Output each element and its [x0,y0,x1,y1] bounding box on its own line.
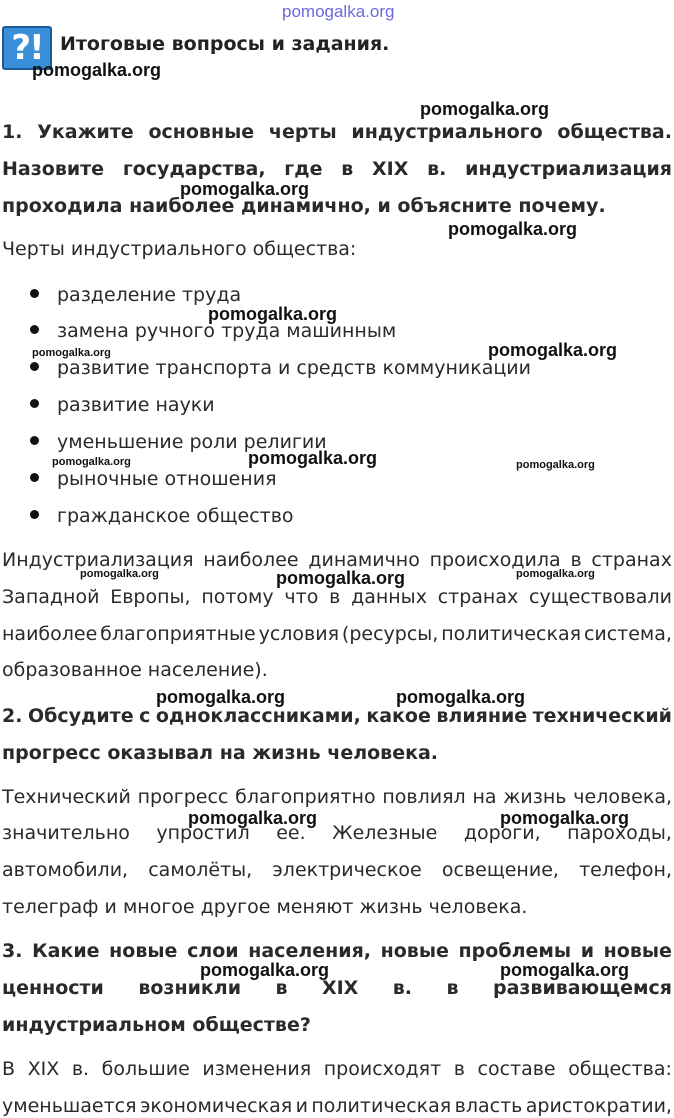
word: прогресс оказывал на жизнь человека. [2,742,439,764]
word: XIX [321,977,359,999]
word: существовали [529,586,672,608]
word: освещение, [441,859,559,881]
word: система, [583,623,672,645]
word: в [570,549,582,571]
word: проблемы [458,940,572,962]
watermark: pomogalka.org [488,340,618,360]
question-3-line-3 [2,1014,672,1036]
answer-1-para-line-1 [2,549,672,571]
word: индустриализация [465,158,672,180]
word: влияние [436,705,528,727]
bullet-item [30,505,294,527]
word: общества. [557,121,672,143]
word: телеграф и многое другое меняют жизнь человека. [2,896,528,918]
word: политическая [311,1095,452,1117]
word: Обсудите [27,705,134,727]
word: в. [392,977,413,999]
word: 3. [2,940,23,962]
watermark-top: pomogalka.org [282,2,395,21]
word: на [472,786,497,808]
word: значительно [2,822,130,844]
word: в [329,586,341,608]
bullet-item [30,468,277,490]
question-2-line-2 [2,742,672,764]
word: государства, [122,158,266,180]
word: благоприятные [100,623,256,645]
answer-1-para-line-4 [2,659,672,681]
bullet-item [30,320,396,342]
word: возникли [138,977,242,999]
bullet-text: замена ручного труда машинным [57,320,397,342]
bullet-dot [30,362,39,371]
word: наиболее [203,549,299,571]
word: телефон, [579,859,672,881]
answer-2-line-3 [2,859,672,881]
bullet-item [30,284,241,306]
watermark: pomogalka.org [80,568,159,580]
word: дороги, [463,822,541,844]
watermark: pomogalka.org [248,448,378,468]
word: аристократии, [525,1095,672,1117]
word: населения, [248,940,371,962]
section-heading: Итоговые вопросы и задания. [60,33,390,55]
bullet-item [30,394,215,416]
word: динамично [308,549,420,571]
word: развивающемся [492,977,672,999]
bullet-dot [30,325,39,334]
word: пароходы, [567,822,672,844]
word: Индустриализация [2,549,194,571]
watermark: pomogalka.org [516,568,595,580]
word: экономическая [139,1095,293,1117]
word: происходят [323,1058,442,1080]
word: в. [427,158,447,180]
watermark: pomogalka.org [448,219,578,239]
word: с [139,705,151,727]
question-1-line-3 [2,195,672,217]
word: где [284,158,323,180]
word: в. [71,1058,90,1080]
word: в [275,977,288,999]
bullet-text: развитие транспорта и средств коммуникации [57,357,531,379]
word: В [2,1058,16,1080]
watermark: pomogalka.org [32,60,162,80]
word: изменения [202,1058,312,1080]
word: новые [603,940,672,962]
watermark: pomogalka.org [156,687,286,707]
watermark: pomogalka.org [276,568,406,588]
answer-1-intro: Черты индустриального общества: [2,238,357,260]
answer-2-line-2 [2,822,672,844]
word: большие [101,1058,190,1080]
word: основные [148,121,255,143]
word: и [295,1095,308,1117]
word: упростил [156,822,250,844]
word: слои [187,940,239,962]
word: потому [201,586,274,608]
word: XIX [372,158,409,180]
word: (ресурсы, [341,623,439,645]
answer-2-line-4 [2,896,672,918]
bullet-dot [30,399,39,408]
watermark: pomogalka.org [500,960,630,980]
bullet-text: уменьшение роли религии [57,431,327,453]
bullet-item [30,357,531,379]
word: Назовите [2,158,105,180]
word: Железные [332,822,438,844]
word: одноклассниками, [155,705,361,727]
word: в [446,977,459,999]
question-3-line-2 [2,977,672,999]
answer-2-line-1 [2,786,672,808]
bullet-text: разделение труда [57,284,242,306]
watermark: pomogalka.org [500,808,630,828]
word: ценности [2,977,104,999]
bullet-dot [30,510,39,519]
word: составе [477,1058,556,1080]
word: благоприятно [235,786,376,808]
word: наиболее [2,623,98,645]
word: Западной [2,586,100,608]
word: Технический [2,786,131,808]
question-3-line-1 [2,940,672,962]
word: автомобили, [2,859,129,881]
question-1-line-1 [2,121,672,143]
watermark: pomogalka.org [52,456,131,468]
word: уменьшается [2,1095,137,1117]
bullet-text: гражданское общество [57,505,294,527]
word: что [284,586,319,608]
watermark: pomogalka.org [420,99,550,119]
answer-3-line-1 [2,1058,672,1080]
answer-1-para-line-3 [2,623,672,645]
word: Укажите [37,121,134,143]
word: 2. [2,705,23,727]
word: в [453,1058,465,1080]
word: черты [268,121,337,143]
word: повлиял [382,786,466,808]
word: новые [109,940,178,962]
word: данных [351,586,427,608]
word: в [341,158,354,180]
question-1-line-2 [2,158,672,180]
watermark: pomogalka.org [188,808,318,828]
word: какое [366,705,431,727]
bullet-dot [30,289,39,298]
word: технический [532,705,672,727]
bullet-text: развитие науки [57,394,215,416]
question-exclamation-icon: ?! [2,26,52,70]
watermark: pomogalka.org [200,960,330,980]
word: самолёты, [148,859,253,881]
watermark: pomogalka.org [208,304,338,324]
word: прогресс [137,786,229,808]
word: XIX [27,1058,60,1080]
answer-1-para-line-2 [2,586,672,608]
word: новые [380,940,449,962]
bullet-dot [30,436,39,445]
word: ее. [276,822,306,844]
word: странах [591,549,672,571]
word: человека, [573,786,672,808]
bullet-text: рыночные отношения [57,468,277,490]
watermark: pomogalka.org [32,347,111,359]
bullet-dot [30,473,39,482]
word: индустриального [351,121,543,143]
word: 1. [2,121,23,143]
word: странах [437,586,519,608]
question-2-line-1 [2,705,672,727]
watermark: pomogalka.org [516,459,595,471]
word: политическая [441,623,582,645]
watermark: pomogalka.org [180,179,310,199]
word: индустриальном обществе? [2,1014,311,1036]
word: происходила [429,549,561,571]
word: Какие [32,940,100,962]
word: и [580,940,595,962]
watermark: pomogalka.org [396,687,526,707]
word: власть [454,1095,523,1117]
word: общества: [568,1058,672,1080]
word: условия [258,623,340,645]
word: электрическое [272,859,422,881]
word: Европы, [110,586,191,608]
word: жизнь [503,786,567,808]
answer-3-line-2 [2,1095,672,1117]
bullet-item [30,431,327,453]
word: проходила наиболее динамично, и объясните почему. [2,195,606,217]
word: образованное население). [2,659,268,681]
